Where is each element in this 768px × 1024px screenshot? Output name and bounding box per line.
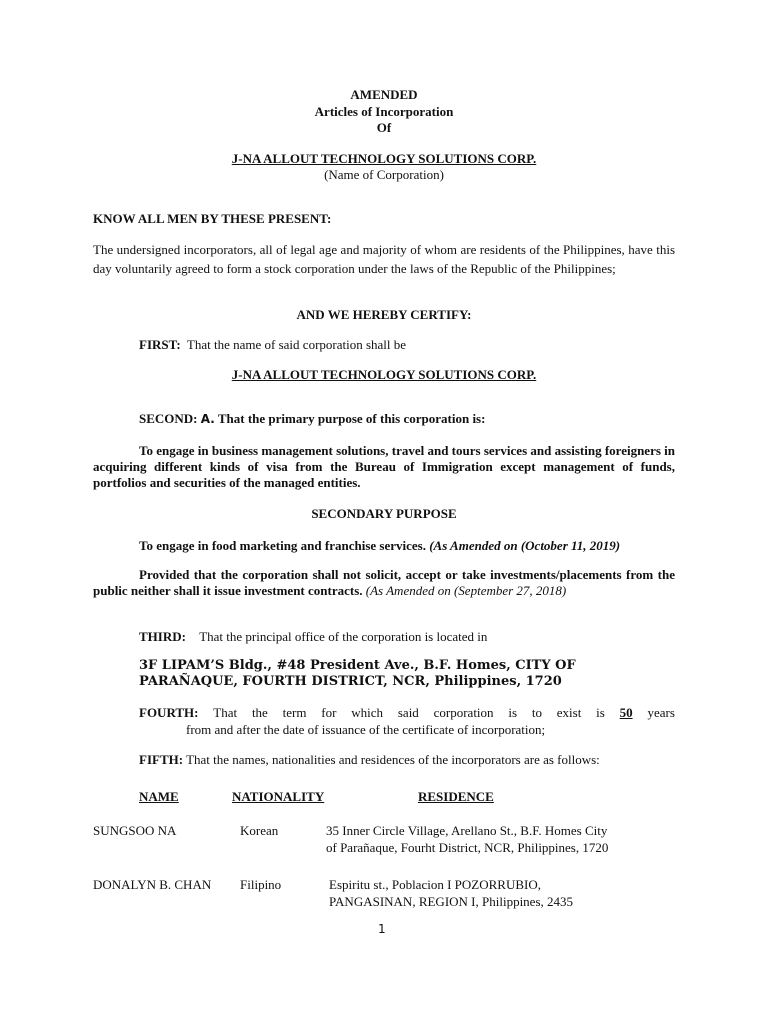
fourth-line2: from and after the date of issuance of the certificate of incorporation;: [186, 722, 546, 737]
corporation-name-heading: J-NA ALLOUT TECHNOLOGY SOLUTIONS CORP.: [231, 151, 537, 166]
certify-heading: AND WE HEREBY CERTIFY:: [296, 307, 472, 322]
fourth-word-that: That: [213, 705, 238, 720]
page-number: 1: [378, 922, 386, 936]
third-text: That the principal office of the corporation is located in: [199, 629, 488, 644]
intro-paragraph: The undersigned incorporators, all of legal age and majority of whom are residents of the Philippines, have this day voluntarily agreed to form a stock corporation under the laws of the Republic of the Philippines;: [93, 242, 675, 276]
fourth-word-for: for: [321, 705, 337, 720]
doc-title-of: Of: [376, 120, 392, 135]
fourth-article: [139, 704, 675, 722]
fourth-word-is2: is: [596, 705, 605, 720]
table-header-name: NAME: [139, 789, 179, 804]
second-sub: A.: [200, 412, 215, 426]
know-all-men-heading: KNOW ALL MEN BY THESE PRESENT:: [93, 211, 332, 226]
incorporator-name: DONALYN B. CHAN: [93, 877, 212, 892]
table-header-nationality: NATIONALITY: [232, 789, 325, 804]
fifth-label: FIFTH:: [139, 752, 184, 767]
third-article: [139, 628, 487, 646]
fifth-article: [139, 751, 600, 769]
office-address-line2: PARAÑAQUE, FOURTH DISTRICT, NCR, Philippines, 1720: [139, 674, 562, 689]
third-label: THIRD:: [139, 629, 186, 644]
incorporator-residence-line1: Espiritu st., Poblacion I POZORRUBIO,: [329, 877, 541, 892]
proviso-paragraph: [93, 567, 675, 599]
fourth-label: FOURTH:: [139, 705, 199, 720]
second-article: [139, 410, 485, 428]
fourth-word-corporation: corporation: [433, 705, 494, 720]
incorporator-residence-line2: PANGASINAN, REGION I, Philippines, 2435: [329, 894, 574, 909]
fourth-word-to: to: [531, 705, 542, 720]
secondary-purpose-heading: SECONDARY PURPOSE: [311, 506, 457, 521]
fourth-years-word: years: [647, 705, 675, 720]
fourth-word-exist: exist: [556, 705, 582, 720]
fourth-word-the: the: [251, 705, 268, 720]
proviso-amended-note: (As Amended on (September 27, 2018): [365, 583, 567, 598]
incorporator-nationality: Filipino: [240, 877, 282, 892]
incorporator-residence-line1: 35 Inner Circle Village, Arellano St., B.F. Homes City: [326, 823, 608, 838]
fifth-text: That the names, nationalities and residences of the incorporators are as follows:: [186, 752, 600, 767]
fourth-word-is: is: [508, 705, 518, 720]
secondary-purpose-text: To engage in food marketing and franchise services.: [139, 538, 426, 553]
corporation-name-note: (Name of Corporation): [324, 167, 444, 182]
second-label: SECOND:: [139, 411, 198, 426]
fourth-word-said: said: [397, 705, 419, 720]
primary-purpose-paragraph: To engage in business management solutions, travel and tours services and assisting foreigners in acquiring different kinds of visa from the Bureau of Immigration except management of funds, portfolios and securities of the managed entities.: [93, 443, 675, 490]
second-text: That the primary purpose of this corporation is:: [217, 411, 486, 426]
term-years-value: 50: [619, 705, 633, 720]
first-text: That the name of said corporation shall be: [186, 337, 407, 352]
incorporator-residence-line2: of Parañaque, Fourht District, NCR, Philippines, 1720: [326, 840, 609, 855]
incorporator-name: SUNGSOO NA: [93, 823, 177, 838]
first-corporation-name: J-NA ALLOUT TECHNOLOGY SOLUTIONS CORP.: [231, 367, 537, 382]
secondary-purpose-paragraph: [139, 537, 620, 555]
proviso-text: Provided that the corporation shall not solicit, accept or take investments/placements from the public neither shall it issue investment contracts.: [93, 567, 675, 598]
fourth-word-term: term: [282, 705, 307, 720]
doc-title-articles: Articles of Incorporation: [314, 104, 454, 119]
incorporator-nationality: Korean: [240, 823, 279, 838]
doc-title-amended: AMENDED: [350, 87, 418, 102]
secondary-amended-note: (As Amended on (October 11, 2019): [429, 538, 621, 553]
first-article: [139, 336, 406, 354]
office-address-line1: 3F LIPAM’S Bldg., #48 President Ave., B.F. Homes, CITY OF: [139, 658, 576, 673]
fourth-word-which: which: [351, 705, 384, 720]
table-header-residence: RESIDENCE: [418, 789, 494, 804]
first-label: FIRST:: [139, 337, 181, 352]
